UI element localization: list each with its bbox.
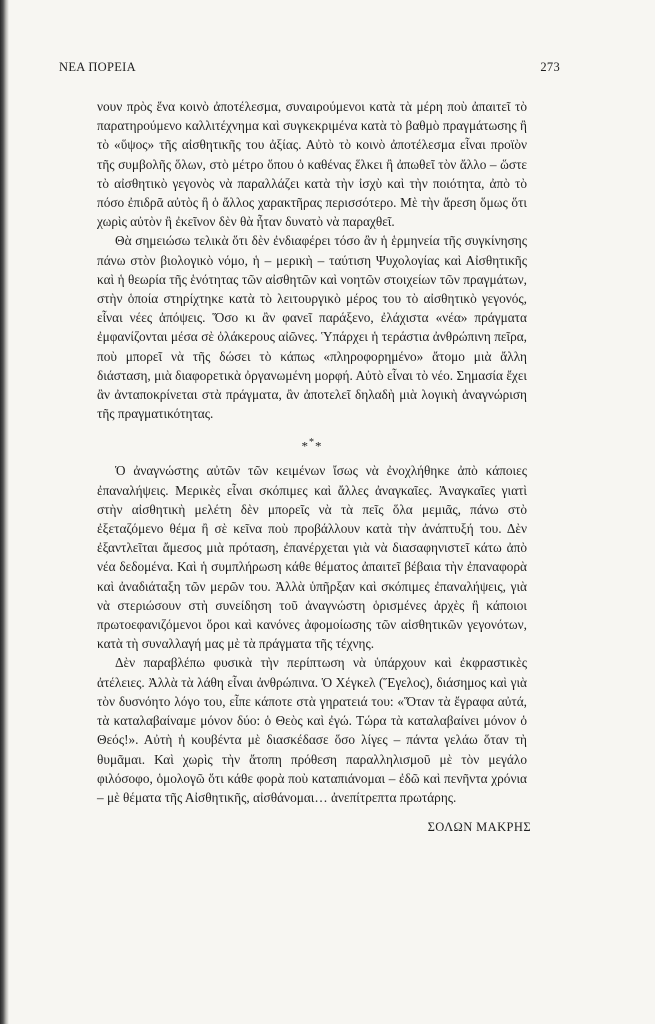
article-body: [97, 97, 531, 837]
running-head: [59, 60, 560, 82]
paragraph-3: Ὁ ἀναγνώστης αὐτῶν τῶν κειμένων ἴσως νὰ ἐνοχλήθηκε ἀπὸ κάποιες ἐπαναλήψεις. Μερικὲς εἶναι σκόπιμες καὶ ἄλλες ἀναγκαῖες. Ἀναγκαῖες γιατὶ στὴν αἰσθητικὴ μελέτη δὲν μπορεῖς νὰ τὰ πεῖς ὅλα μεμιᾶς, πάνω στὸ ἐξεταζόμενο θέμα ἢ σὲ κεῖνα ποὺ προβάλλουν κατὰ τὴν ἀνάπτυξή του. Δὲν ἐξαντλεῖται ἄμεσος μιὰ πρόταση, ἐπανέρχεται γιὰ νὰ διασαφηνιστεῖ κάτω ἀπὸ νέα δεδομένα. Καὶ ἡ συμπλήρωση κάθε θέματος ἀπαιτεῖ βέβαια τὴν ἐπαναφορὰ καὶ ἀναδιάταξη τῶν μερῶν του. Ἀλλὰ ὑπῆρξαν καὶ σκόπιμες ἐπαναλήψεις, γιὰ νὰ στεριώσουν στὴ συνείδηση τοῦ ἀναγνώστη ὁρισμένες ἀρχὲς ἢ κάποιοι πρωτοεφανιζόμενοι ὅροι καὶ κανόνες ἀφομοίωσης τῶν αἰσθητικῶν γεγονότων, κατὰ τὴ συναλλαγή μας μὲ τὰ πράγματα τῆς τέχνης.: [97, 463, 527, 652]
asterism-star-top: *: [309, 437, 315, 449]
book-page: [59, 60, 560, 835]
paragraph-1: νουν πρὸς ἕνα κοινὸ ἀποτέλεσμα, συναιρούμενοι κατὰ τὰ μέρη ποὺ ἀπαιτεῖ τὸ παρατηρούμενο καλλιτέχνημα καὶ συγκεκριμένα κατὰ τὸ βαθμὸ πραγμάτωσης ἢ τὸ «ὕψος» τῆς αἰσθητικῆς του ἀξίας. Αὐτὸ τὸ κοινὸ ἀποτέλεσμα εἶναι προϊὸν τῆς συμβολῆς ὅλων, στὸ μέτρο ὅπου ὁ καθένας ἕλκει ἢ ἀπωθεῖ τὸν ἄλλο – ὥστε τὸ αἰσθητικὸ γεγονὸς νὰ παραλλάζει κατὰ τὴν ἰσχὺ καὶ τὴν ποιότητα, ἀπὸ τὸ πόσο ἐπιδρᾶ αὐτὸς ἢ ὁ ἄλλος χαρακτῆρας περισσότερο. Μὲ τὴν ἄρεση ὅμως ὅτι χωρὶς αὐτὸν ἢ ἐκεῖνον δὲν θὰ ἦταν δυνατὸ νὰ παραχθεῖ.: [97, 99, 527, 230]
asterism-star-left: *: [301, 438, 309, 454]
journal-title: ΝΕΑ ΠΟΡΕΙΑ: [59, 60, 136, 74]
asterism-star-right: *: [315, 438, 323, 454]
section-asterism: [97, 431, 527, 455]
paragraph-4: Δὲν παραβλέπω φυσικὰ τὴν περίπτωση νὰ ὑπάρχουν καὶ ἐκφραστικὲς ἀτέλειες. Ἀλλὰ τὰ λάθη εἶναι ἀνθρώπινα. Ὁ Χέγκελ (Ἕγελος), διάσημος καὶ γιὰ τὸν δυσνόητο λόγο του, εἶπε κάποτε στὰ γηρατειά του: «Ὅταν τὰ ἔγραφα αὐτά, τὰ καταλαβαίναμε μόνον δύο: ὁ Θεὸς καὶ ἐγώ. Τώρα τὰ καταλαβαίνει μόνον ὁ Θεός!». Αὐτὴ ἡ κουβέντα μὲ διασκέδασε ὅσο λίγες – πάντα γελάω ὅταν τὴ θυμᾶμαι. Καὶ χωρὶς τὴν ἄτοπη πρόθεση παραλληλισμοῦ μὲ τὸν μεγάλο φιλόσοφο, ὁμολογῶ ὅτι κάθε φορὰ ποὺ καταπιάνομαι – ἐδῶ καὶ πενῆντα χρόνια – μὲ θέματα τῆς Αἰσθητικῆς, αἰσθάνομαι… ἀνεπίτρεπτα πρωτάρης.: [97, 655, 527, 805]
binding-shadow: [0, 0, 9, 1024]
paragraph-2: Θὰ σημειώσω τελικὰ ὅτι δὲν ἐνδιαφέρει τόσο ἂν ἡ ἑρμηνεία τῆς συγκίνησης πάνω στὸν βιολογικὸ νόμο, ἡ – μερικὴ – ταύτιση Ψυχολογίας καὶ Αἰσθητικῆς καὶ ἡ θεωρία τῆς ἑνότητας τῶν αἰσθητῶν καὶ νοητῶν στοιχείων τῶν πραγμάτων, στὴν ὁποία στηρίχτηκε κατὰ τὸ λειτουργικὸ μέρος του τὸ αἰσθητικὸ γεγονός, εἶναι νέες ἀπόψεις. Ὅσο κι ἂν φανεῖ παράξενο, ἐλάχιστα «νέα» πράγματα ἐμφανίζονται μέσα σὲ ὁλάκερους αἰῶνες. Ὑπάρχει ἡ τεράστια ἀνθρώπινη πεῖρα, ποὺ μπορεῖ νὰ τῆς δώσει τὸ κάπως «πληροφορημένο» ἄτομο μιὰ ἄλλη διάσταση, μιὰ διαφορετικὰ ὀργανωμένη μορφή. Αὐτὸ εἶναι τὸ νέο. Σημασία ἔχει ἂν ἀνταποκρίνεται στὰ πράγματα, ἂν ἀποτελεῖ δηλαδὴ μιὰ λογικὴ ἀναγνώριση τῆς πραγματικότητας.: [97, 233, 527, 422]
page-number: 273: [540, 60, 560, 74]
author-signature: ΣΟΛΩΝ ΜΑΚΡΗΣ: [427, 820, 531, 835]
